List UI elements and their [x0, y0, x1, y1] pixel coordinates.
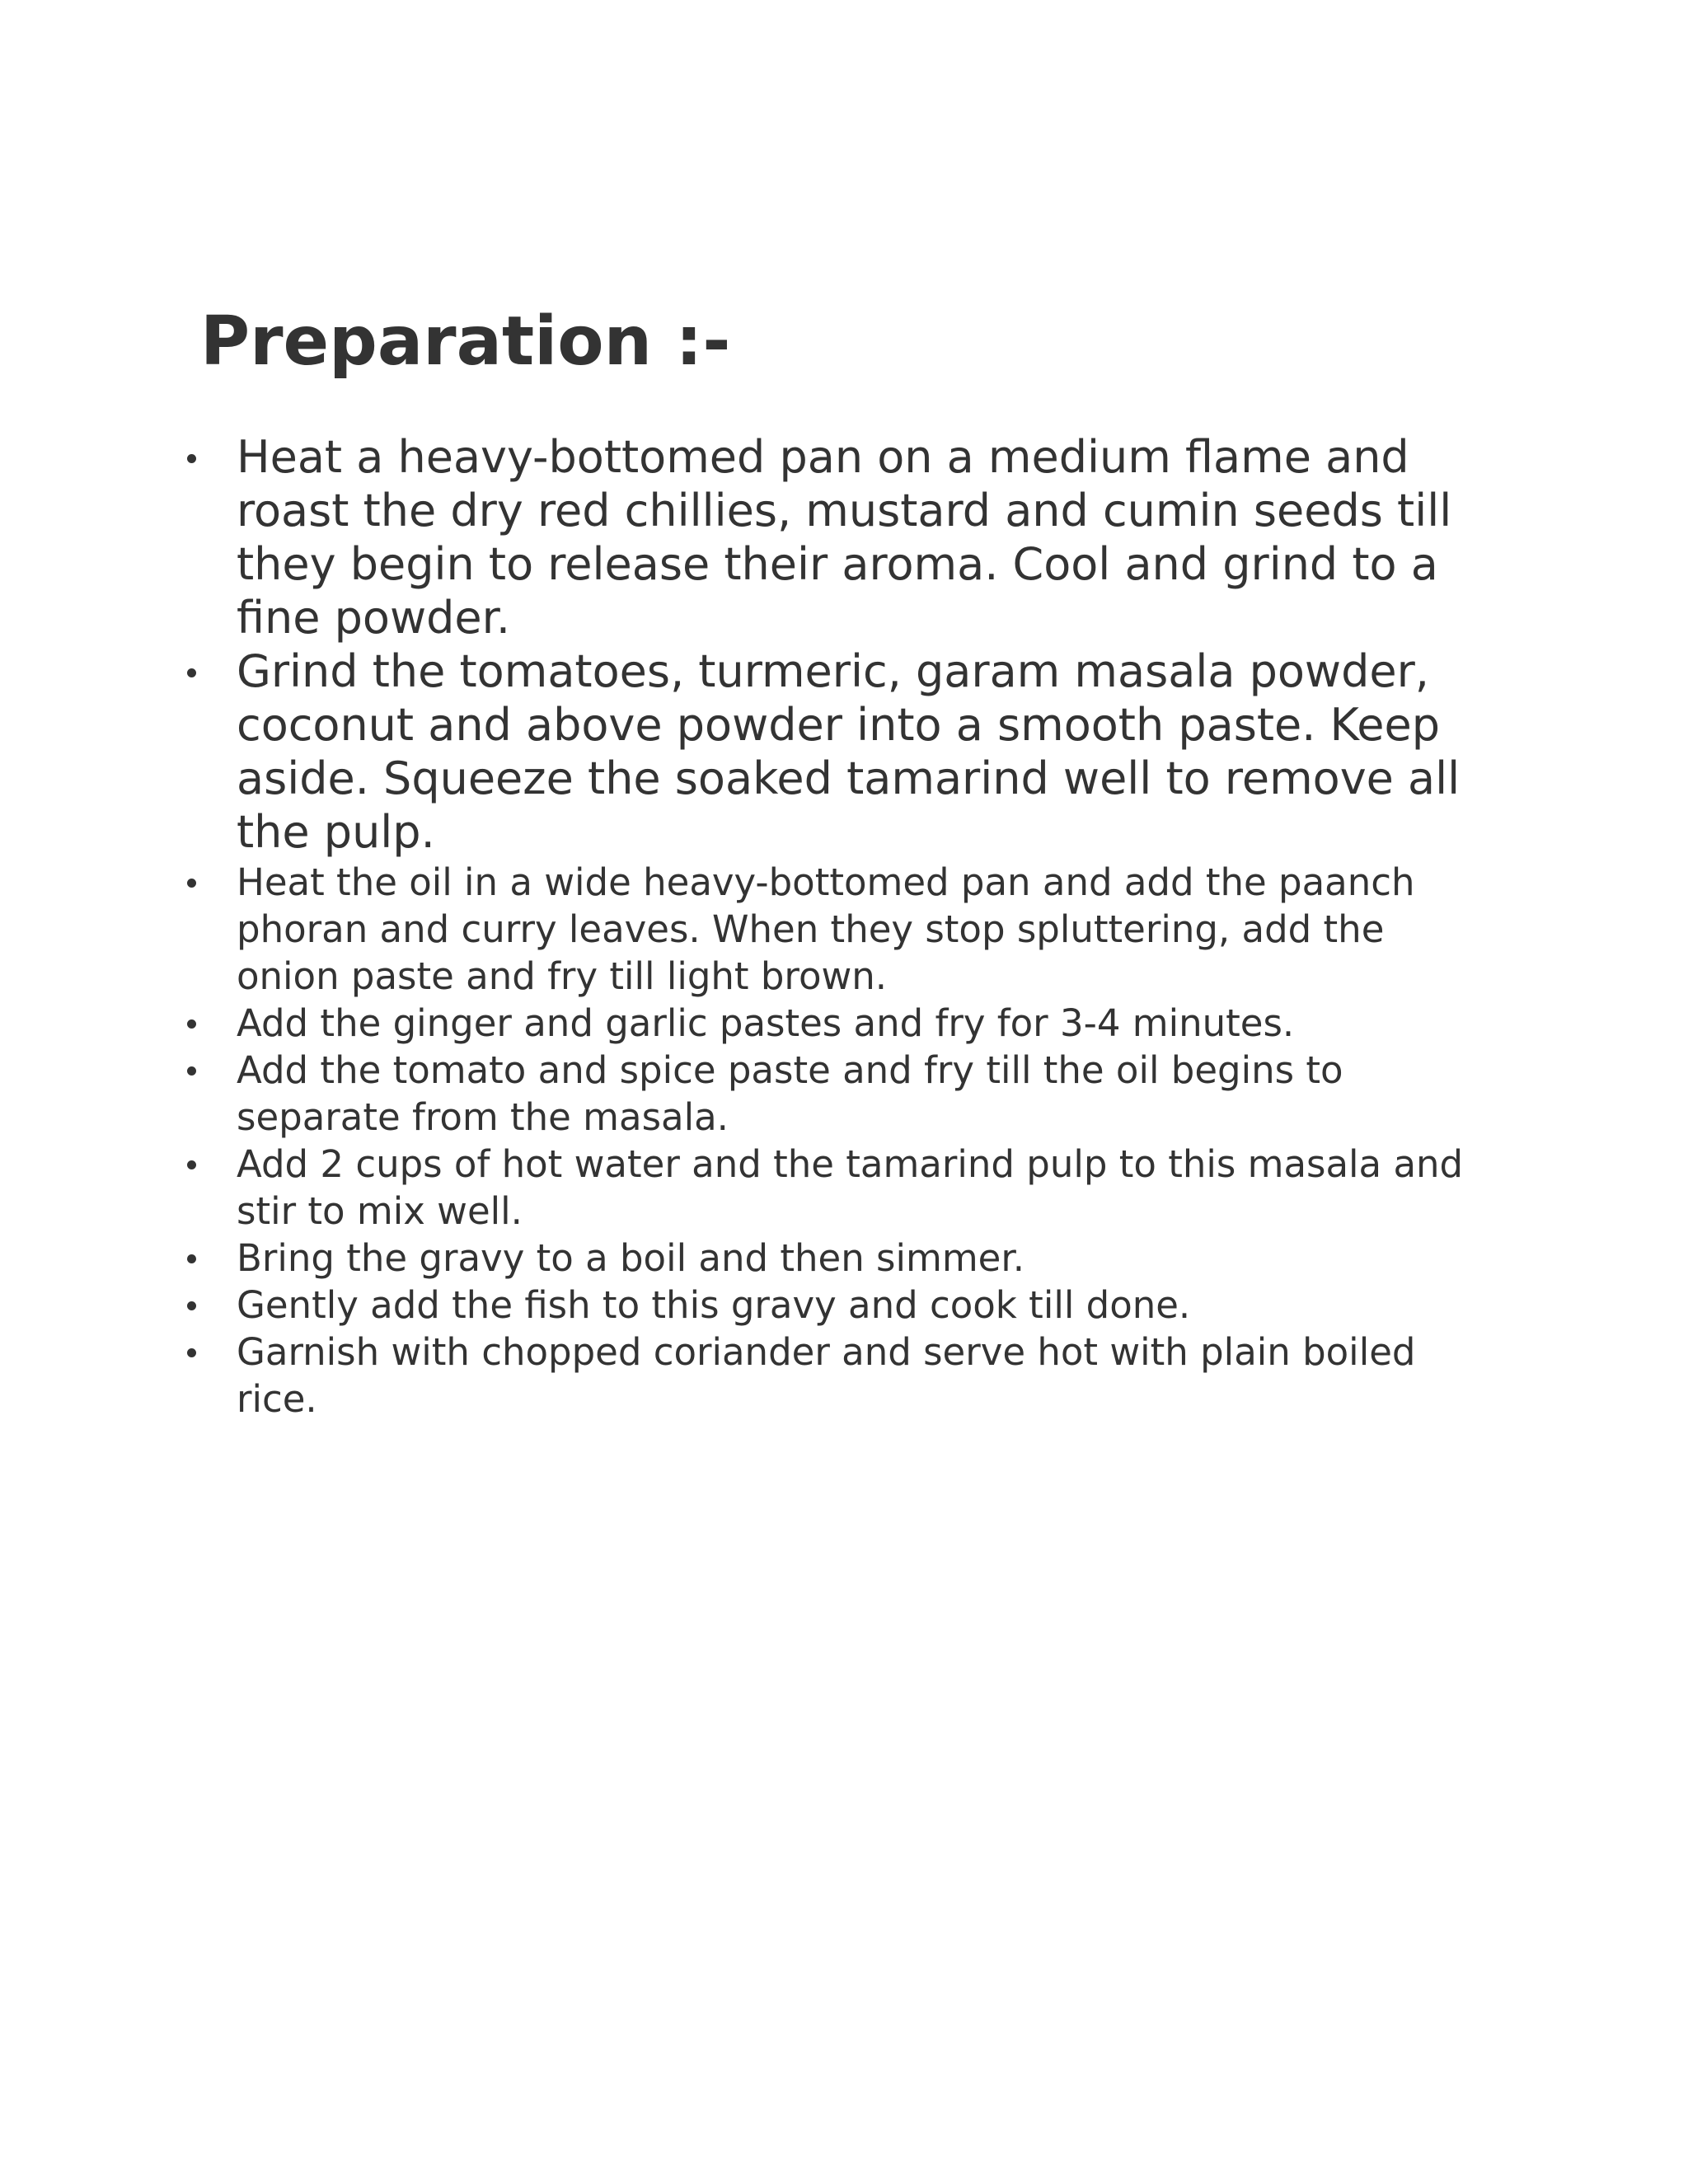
bullet-icon — [187, 454, 196, 463]
list-item — [237, 430, 1498, 644]
bullet-icon — [187, 1019, 196, 1029]
step-text: Add the tomato and spice paste and fry till the oil begins to separate from the masala. — [237, 1048, 1343, 1139]
bullet-icon — [187, 879, 196, 888]
bullet-icon — [187, 1254, 196, 1263]
step-text: Gently add the fish to this gravy and cook till done. — [237, 1283, 1191, 1327]
step-text: Garnish with chopped coriander and serve hot with plain boiled rice. — [237, 1330, 1416, 1421]
step-text: Add 2 cups of hot water and the tamarind pulp to this masala and stir to mix well. — [237, 1142, 1464, 1233]
list-item — [237, 644, 1498, 859]
list-item — [237, 859, 1498, 1000]
list-item — [237, 1282, 1498, 1329]
step-text: Add the ginger and garlic pastes and fry for 3-4 minutes. — [237, 1001, 1295, 1045]
bullet-icon — [187, 1160, 196, 1169]
bullet-icon — [187, 1348, 196, 1357]
step-text: Heat the oil in a wide heavy-bottomed pan and add the paanch phoran and curry leaves. When they stop spluttering, add the onion paste and fry till light brown. — [237, 860, 1415, 998]
preparation-steps-list — [237, 430, 1498, 1422]
bullet-icon — [187, 668, 196, 677]
step-text: Bring the gravy to a boil and then simmer. — [237, 1236, 1025, 1280]
list-item — [237, 1047, 1498, 1141]
list-item — [237, 1235, 1498, 1282]
list-item — [237, 1000, 1498, 1047]
page-title: Preparation :- — [200, 302, 731, 381]
list-item — [237, 1141, 1498, 1235]
bullet-icon — [187, 1301, 196, 1310]
bullet-icon — [187, 1066, 196, 1076]
step-text: Heat a heavy-bottomed pan on a medium flame and roast the dry red chillies, mustard and cumin seeds till they begin to release their aroma. Cool and grind to a fine powder. — [237, 431, 1452, 644]
list-item — [237, 1329, 1498, 1422]
step-text: Grind the tomatoes, turmeric, garam masala powder, coconut and above powder into a smooth paste. Keep aside. Squeeze the soaked tamarind well to remove all the pulp. — [237, 645, 1461, 858]
